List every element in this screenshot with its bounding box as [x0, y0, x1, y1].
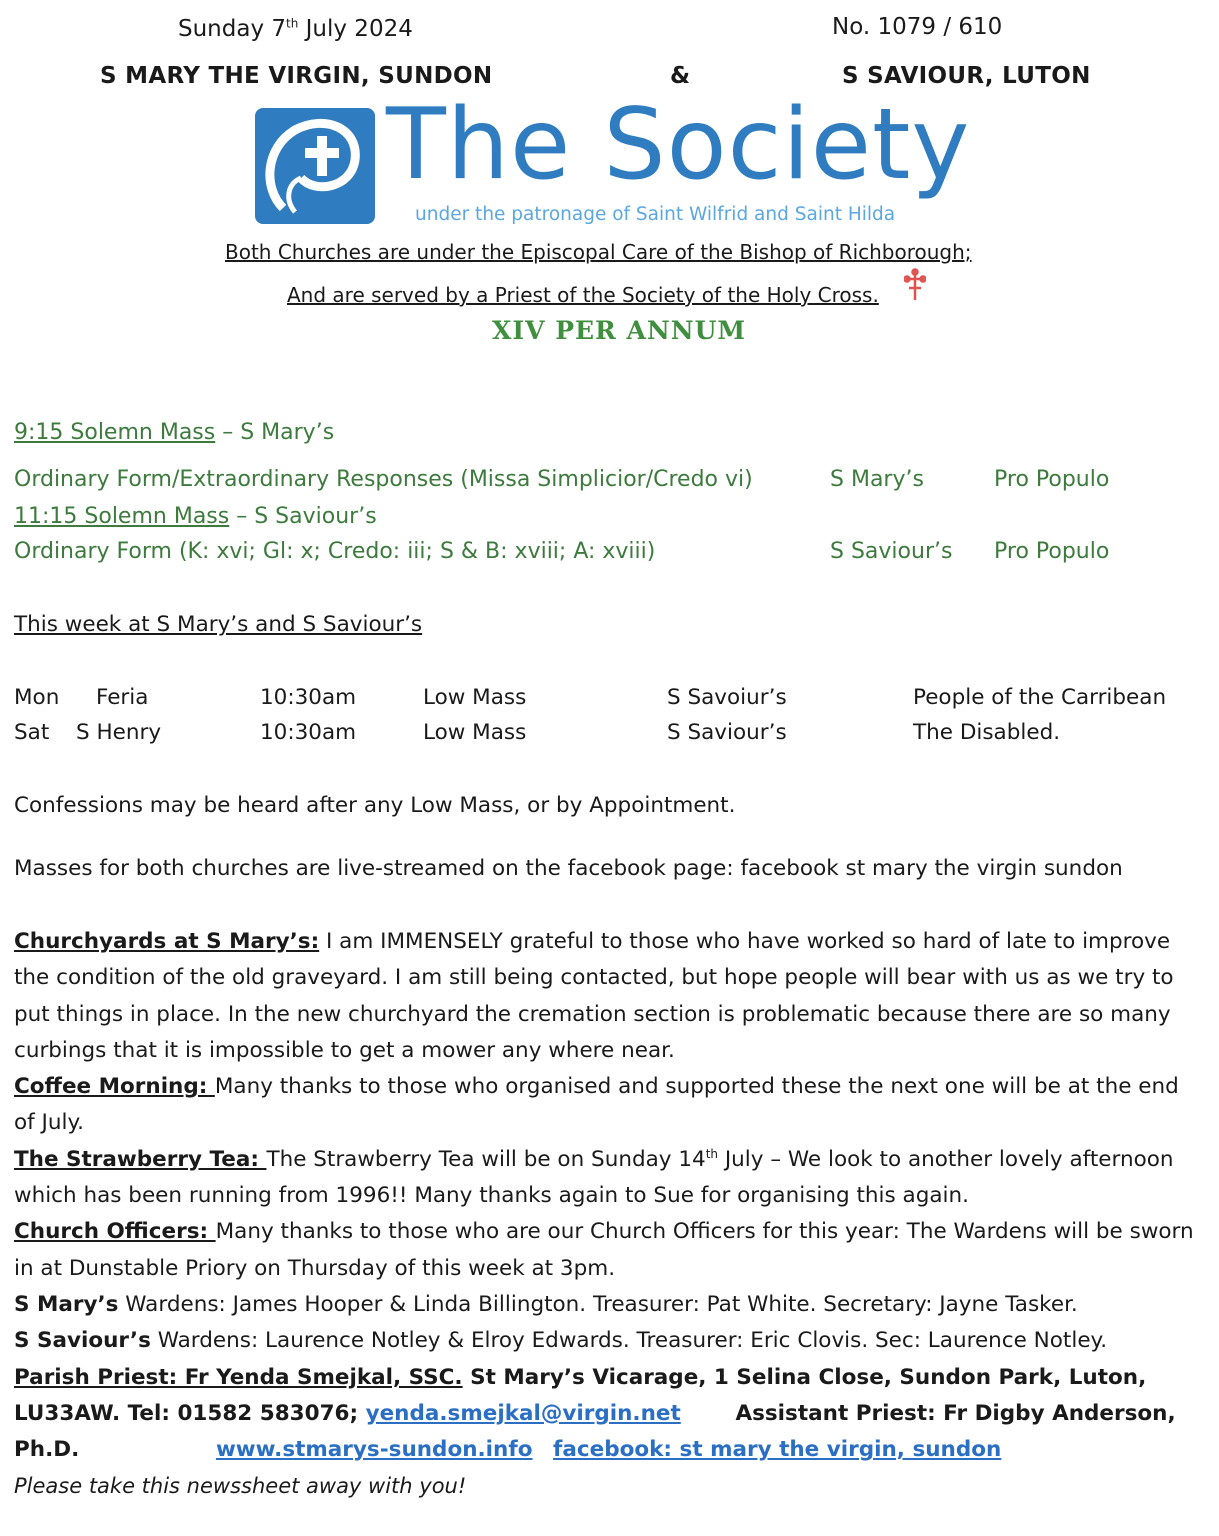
- sheet-number: No. 1079 / 610: [832, 14, 1003, 40]
- priest-label: Parish Priest: Fr Yenda Smejkal, SSC.: [14, 1364, 463, 1390]
- ampersand: &: [670, 63, 691, 89]
- date: Sunday 7th July 2024: [178, 16, 413, 42]
- churchyards-text: I am IMMENSELY grateful to those who have worked so hard of late to improve the condition of the old graveyard. I am still being contacted, but hope people will bear with us as we try to put things in place. In the new churchyard the cremation section is problematic because there are so many curbings that it is impossible to get a mower any where near.: [14, 929, 1174, 1063]
- contact-block: [14, 1365, 1176, 1463]
- logo-title: The Society: [386, 88, 971, 202]
- mass-1-intention: Pro Populo: [994, 467, 1110, 492]
- church-right: S SAVIOUR, LUTON: [842, 63, 1091, 89]
- notices-block: [14, 924, 1206, 1506]
- churchyards-label: Churchyards at S Mary’s:: [14, 929, 320, 954]
- week-row-1-service: Low Mass: [423, 685, 527, 710]
- smary-label: S Mary’s: [14, 1291, 119, 1317]
- church-left: S MARY THE VIRGIN, SUNDON: [100, 63, 493, 89]
- smary-text: Wardens: James Hooper & Linda Billington. Treasurer: Pat White. Secretary: Jayne Tasker.: [118, 1291, 1078, 1317]
- email-link[interactable]: yenda.smejkal@virgin.net: [365, 1400, 681, 1426]
- week-row-2-service: Low Mass: [423, 720, 527, 745]
- confessions-note: Confessions may be heard after any Low Mass, or by Appointment.: [14, 793, 736, 818]
- mass-1-place: S Mary’s: [830, 467, 924, 492]
- mass-2-heading: 11:15 Solemn Mass – S Saviour’s: [14, 504, 377, 529]
- week-row-1-intention: People of the Carribean: [913, 685, 1167, 710]
- ssaviour-text: Wardens: Laurence Notley & Elroy Edwards. Treasurer: Eric Clovis. Sec: Laurence Notley.: [150, 1328, 1108, 1354]
- mass-2-detail: Ordinary Form (K: xvi; Gl: x; Credo: iii; S & B: xviii; A: xviii): [14, 539, 656, 564]
- tea-label: The Strawberry Tea:: [14, 1146, 267, 1172]
- logo-subtitle: under the patronage of Saint Wilfrid and Saint Hilda: [415, 204, 896, 225]
- week-row-1-day: Mon: [14, 685, 60, 710]
- society-logo-icon: [255, 108, 375, 224]
- cross-icon: [904, 268, 926, 302]
- officers-label: Church Officers:: [14, 1219, 216, 1245]
- week-row-1-time: 10:30am: [260, 685, 357, 710]
- week-row-2-day: Sat: [14, 720, 50, 745]
- season-title: XIV PER ANNUM: [492, 316, 747, 345]
- assistant-priest: Assistant Priest: Fr Digby Anderson, Ph.D.: [14, 1400, 1176, 1463]
- coffee-label: Coffee Morning:: [14, 1074, 215, 1100]
- tea-text: The Strawberry Tea will be on Sunday 14th July – We look to another lovely afternoon which has been running from 1996!! Many thanks again to Sue for organising this again.: [14, 1146, 1174, 1209]
- officers-text: Many thanks to those who are our Church Officers for this year: The Wardens will be sworn in at Dunstable Priory on Thursday of this week at 3pm.: [14, 1219, 1194, 1281]
- mass-1-detail: Ordinary Form/Extraordinary Responses (Missa Simplicior/Credo vi): [14, 467, 753, 492]
- care-line-1: Both Churches are under the Episcopal Care of the Bishop of Richborough;: [225, 240, 972, 264]
- week-row-1-place: S Savoiur’s: [667, 685, 787, 710]
- ssaviour-label: S Saviour’s: [14, 1328, 151, 1354]
- week-row-1-feast: Feria: [96, 685, 149, 710]
- mass-2-intention: Pro Populo: [994, 539, 1110, 564]
- mass-2-place: S Saviour’s: [830, 539, 953, 564]
- care-line-2: And are served by a Priest of the Society of the Holy Cross.: [287, 283, 879, 307]
- mass-1-heading: 9:15 Solemn Mass – S Mary’s: [14, 420, 335, 445]
- week-row-2-feast: S Henry: [76, 720, 162, 745]
- coffee-text: Many thanks to those who organised and supported these the next one will be at the end of July.: [14, 1074, 1179, 1136]
- livestream-note: Masses for both churches are live-streamed on the facebook page: facebook st mary the virgin sundon: [14, 856, 1123, 881]
- website-link[interactable]: www.stmarys-sundon.info: [215, 1437, 533, 1463]
- address: St Mary’s Vicarage, 1 Selina Close, Sundon Park, Luton, LU33AW. Tel: 01582 583076;: [14, 1364, 1147, 1426]
- week-row-2-place: S Saviour’s: [667, 720, 787, 745]
- week-row-2-intention: The Disabled.: [913, 720, 1061, 745]
- week-row-2-time: 10:30am: [260, 720, 357, 745]
- week-heading: This week at S Mary’s and S Saviour’s: [14, 612, 423, 637]
- closing-note: Please take this newssheet away with you!: [14, 1474, 467, 1499]
- facebook-link[interactable]: facebook: st mary the virgin, sundon: [553, 1437, 1002, 1463]
